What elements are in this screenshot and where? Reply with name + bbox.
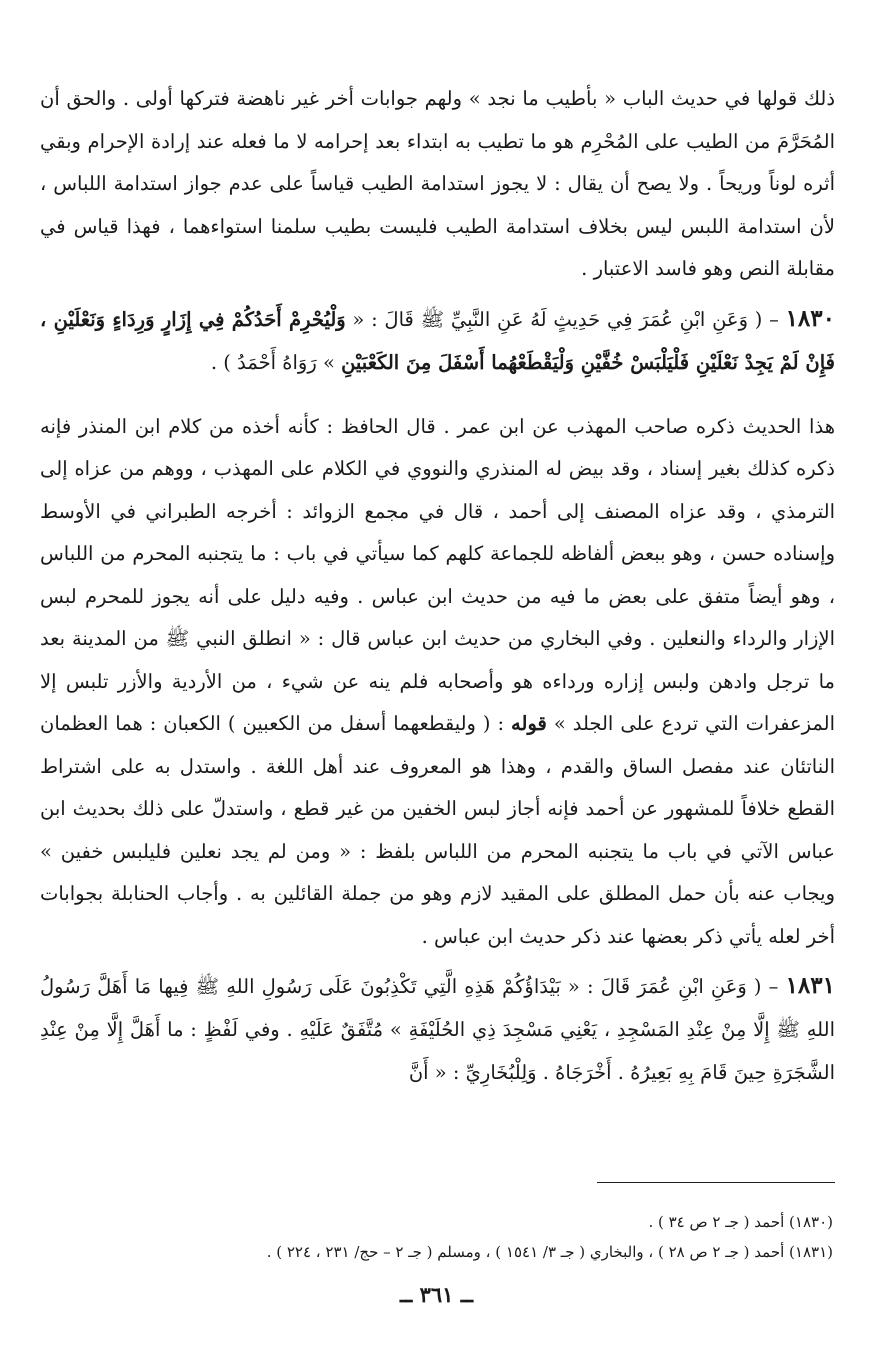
hadith-matn-1830: وَلْيُحْرِمْ أَحَدُكُمْ فِي إِزَارٍ وَرِدَاءٍ وَنَعْلَيْنِ ، فَإِنْ لَمْ يَجِدْ نَعْلَيْنِ فَلْيَلْبَسْ خُفَّيْنِ وَلْيَقْطَعْهُما أَسْفَلَ مِنَ الكَعْبَيْنِ: [40, 307, 835, 374]
hadith-ending-1830: » رَوَاهُ أَحْمَدُ ) .: [210, 350, 342, 374]
footnotes: [38, 1207, 833, 1267]
hadith-number-1831: ١٨٣١: [785, 972, 835, 999]
commentary-paragraph: [40, 406, 835, 959]
footnote-1830: (١٨٣٠) أحمد ( جـ ٢ ص ٣٤ ) .: [648, 1213, 833, 1231]
hadith-text-1831: ( وَعَنِ ابْنِ عُمَرَ قَالَ : « بَيْدَاؤُكُمْ هَذِهِ الَّتِي تَكْذِبُونَ عَلَى رَسُولِ اللهِ ﷺ فِيها مَا أَهَلَّ رَسُولُ اللهِ ﷺ إِلَّا مِنْ عِنْدِ المَسْجِدِ ، يَعْنِي مَسْجِدَ ذِي الحُلَيْفَةِ » مُتَّفَقٌ عَلَيْهِ . وفي لَفْظٍ : ما أَهَلَّ إِلَّا مِنْ عِنْدِ الشَّجَرَةِ حِينَ قَامَ بِهِ بَعِيرُهُ . أَخْرَجَاهُ . وَلِلْبُخَارِيِّ : « أَنَّ: [40, 975, 836, 1084]
hadith-dash-1831: –: [761, 975, 786, 998]
hadith-chain-1830: ( وَعَنِ ابْنِ عُمَرَ فِي حَدِيثٍ لَهُ عَنِ النَّبِيِّ ﷺ قَالَ : «: [345, 307, 763, 331]
commentary-part1: هذا الحديث ذكره صاحب المهذب عن ابن عمر . قال الحافظ : كأنه أخذه من كلام ابن المنذر فإنه ذكره كذلك بغير إسناد ، وقد بيض له المنذري والنووي في الكلام على المهذب ، ووهم من عزاه إلى الترمذي ، وقد عزاه المصنف إلى أحمد ، قال في مجمع الزوائد : أخرجه الطبراني في الأوسط وإسناده حسن ، وهو ببعض ألفاظه للجماعة كلهم كما سيأتي في باب : ما يتجنبه المحرم من اللباس ، وهو أيضاً متفق على بعض ما فيه من حديث ابن عباس . وفيه دليل على أنه يجوز للمحرم لبس الإزار والرداء والنعلين . وفي البخاري من حديث ابن عباس قال : « انطلق النبي ﷺ من المدينة بعد ما ترجل وادهن ولبس إزاره ورداءه هو وأصحابه فلم ينه عن شيء ، من الأردية والأزر تلبس إلا المزعفرات التي تردع على الجلد »: [40, 414, 836, 735]
page-body: [40, 78, 835, 1094]
hadith-number-1830: ١٨٣٠: [785, 304, 835, 332]
commentary-part2: : ( وليقطعهما أسفل من الكعبين ) الكعبان : هما العظمان الناتئان عند مفصل الساق والقدم ، وهذا هو المعروف عند أهل اللغة . واستدل به على اشتراط القطع خلافاً للمشهور عن أحمد فإنه أجاز لبس الخفين من غير قطع ، واستدلّ على ذلك بحديث ابن عباس الآتي في باب ما يتجنبه المحرم من اللباس بلفظ : « ومن لم يجد نعلين فليلبس خفين » ويجاب عنه بأن حمل المطلق على المقيد لازم وهو من جملة القائلين به . وأجاب الحنابلة بجوابات أخر لعله يأتي ذكر بعضها عند ذكر حديث ابن عباس .: [40, 712, 835, 948]
footnote-1831: (١٨٣١) أحمد ( جـ ٢ ص ٢٨ ) ، والبخاري ( جـ ٣/ ١٥٤١ ) ، ومسلم ( جـ ٢ – حج/ ٢٣١ ، ٢٢٤ ) .: [266, 1243, 833, 1261]
hadith-1830: [40, 297, 835, 384]
hadith-1831: [40, 964, 835, 1094]
footnote-separator: [597, 1182, 835, 1183]
intro-text: ذلك قولها في حديث الباب « بأطيب ما نجد » ولهم جوابات أخر غير ناهضة فتركها أولى . والحق أن المُحَرَّمَ من الطيب على المُحْرِم هو ما تطيب به ابتداء بعد إحرامه لا ما فعله عند إرادة الإحرام وبقي أثره لوناً وريحاً . ولا يصح أن يقال : لا يجوز استدامة الطيب قياساً على عدم جواز استدامة اللباس ، لأن استدامة اللبس ليس بخلاف استدامة الطيب فليست بطيب سلمنا استواءهما ، فهذا قياس في مقابلة النص وهو فاسد الاعتبار .: [40, 87, 835, 280]
commentary-label: قوله: [511, 712, 547, 735]
page-number: ــ ٣٦١ ــ: [399, 1282, 474, 1307]
intro-paragraph: [40, 78, 835, 291]
hadith-dash-1830: –: [762, 307, 786, 331]
